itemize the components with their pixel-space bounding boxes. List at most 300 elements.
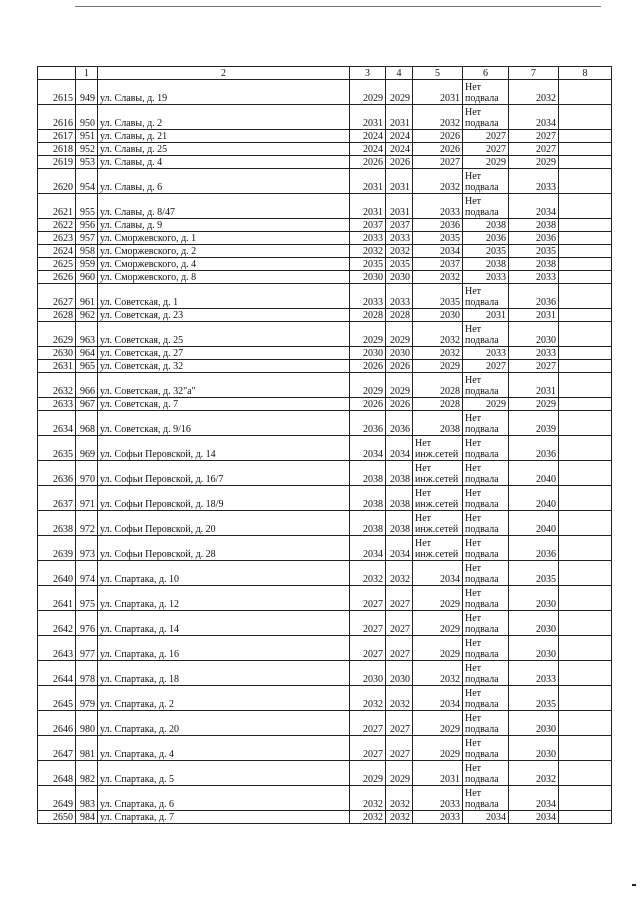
col6-cell-line1: Нет [465,763,482,774]
col3-cell: 2024 [350,130,386,143]
address-cell: ул. Советская, д. 1 [98,284,350,309]
col8-cell [559,245,612,258]
row-number-cell: 2647 [38,736,76,761]
col4-cell: 2027 [386,636,413,661]
house-id-cell: 983 [76,786,98,811]
col5-cell: 2034 [413,245,463,258]
col7-cell: 2030 [509,636,559,661]
house-id-cell: 959 [76,258,98,271]
col4-cell: 2034 [386,436,413,461]
house-id-cell: 969 [76,436,98,461]
col8-cell [559,80,612,105]
address-cell: ул. Советская, д. 32"а" [98,373,350,398]
address-cell: ул. Спартака, д. 7 [98,811,350,824]
house-id-cell: 978 [76,661,98,686]
house-id-cell: 984 [76,811,98,824]
col4-cell: 2030 [386,271,413,284]
col6-cell-line1: Нет [465,463,482,474]
address-cell: ул. Славы, д. 9 [98,219,350,232]
table-row [38,461,612,486]
col6-cell: 2034 [463,811,509,824]
col5-cell: 2038 [413,411,463,436]
house-id-cell: 968 [76,411,98,436]
col4-cell: 2032 [386,811,413,824]
col5-cell: 2030 [413,309,463,322]
col6-cell-line2: подвала [465,207,499,218]
col8-cell [559,322,612,347]
col7-cell: 2034 [509,811,559,824]
table-row [38,611,612,636]
table-row [38,811,612,824]
col6-cell: 2031 [463,309,509,322]
col6-cell-line2: подвала [465,524,499,535]
table-row [38,411,612,436]
table-row [38,398,612,411]
col6-cell-line2: подвала [465,335,499,346]
col5-cell: 2033 [413,811,463,824]
row-number-cell: 2631 [38,360,76,373]
col7-cell: 2034 [509,194,559,219]
col8-cell [559,761,612,786]
table-row [38,322,612,347]
col7-cell: 2034 [509,786,559,811]
address-cell: ул. Спартака, д. 20 [98,711,350,736]
header-cell: 7 [509,67,559,80]
col3-cell: 2035 [350,258,386,271]
col7-cell: 2040 [509,511,559,536]
col6-cell-line1: Нет [465,413,482,424]
house-id-cell: 961 [76,284,98,309]
col7-cell: 2033 [509,271,559,284]
col8-cell [559,811,612,824]
col5-cell: 2034 [413,561,463,586]
col8-cell [559,661,612,686]
table-row [38,232,612,245]
address-cell: ул. Славы, д. 25 [98,143,350,156]
col3-cell: 2028 [350,309,386,322]
col4-cell: 2038 [386,511,413,536]
table-row [38,245,612,258]
table-row [38,436,612,461]
table-row [38,561,612,586]
house-id-cell: 981 [76,736,98,761]
col6-cell: 2027 [463,130,509,143]
col4-cell: 2036 [386,411,413,436]
row-number-cell: 2641 [38,586,76,611]
col5-cell: 2032 [413,661,463,686]
col5-cell: 2032 [413,271,463,284]
col7-cell: 2030 [509,586,559,611]
address-cell: ул. Спартака, д. 6 [98,786,350,811]
address-cell: ул. Софьи Перовской, д. 16/7 [98,461,350,486]
header-cell: 4 [386,67,413,80]
address-cell: ул. Спартака, д. 4 [98,736,350,761]
col6-cell [463,411,509,436]
col3-cell: 2026 [350,156,386,169]
col3-cell: 2027 [350,711,386,736]
col6-cell-line1: Нет [465,538,482,549]
col6-cell [463,786,509,811]
col6-cell-line1: Нет [465,663,482,674]
house-id-cell: 955 [76,194,98,219]
header-cell: 2 [98,67,350,80]
col6-cell-line2: подвала [465,449,499,460]
row-number-cell: 2629 [38,322,76,347]
table-row [38,194,612,219]
col3-cell: 2036 [350,411,386,436]
col8-cell [559,219,612,232]
row-number-cell: 2645 [38,686,76,711]
col6-cell [463,436,509,461]
row-number-cell: 2625 [38,258,76,271]
col6-cell-line1: Нет [465,375,482,386]
col6-cell [463,80,509,105]
row-number-cell: 2620 [38,169,76,194]
col5-cell: 2037 [413,258,463,271]
col3-cell: 2032 [350,811,386,824]
col6-cell-line1: Нет [465,638,482,649]
col6-cell [463,322,509,347]
address-cell: ул. Спартака, д. 10 [98,561,350,586]
row-number-cell: 2632 [38,373,76,398]
address-cell: ул. Советская, д. 7 [98,398,350,411]
col5-cell: 2032 [413,322,463,347]
col6-cell [463,761,509,786]
address-cell: ул. Софьи Перовской, д. 28 [98,536,350,561]
col8-cell [559,586,612,611]
col8-cell [559,461,612,486]
col3-cell: 2032 [350,561,386,586]
col6-cell [463,105,509,130]
row-number-cell: 2640 [38,561,76,586]
col8-cell [559,686,612,711]
address-cell: ул. Славы, д. 2 [98,105,350,130]
col5-cell: 2027 [413,156,463,169]
col8-cell [559,561,612,586]
col6-cell-line2: подвала [465,699,499,710]
house-id-cell: 977 [76,636,98,661]
row-number-cell: 2622 [38,219,76,232]
address-cell: ул. Спартака, д. 18 [98,661,350,686]
row-number-cell: 2617 [38,130,76,143]
table-row [38,156,612,169]
col3-cell: 2038 [350,486,386,511]
col4-cell: 2033 [386,284,413,309]
col6-cell-line1: Нет [465,171,482,182]
col8-cell [559,143,612,156]
col4-cell: 2038 [386,486,413,511]
col6-cell [463,661,509,686]
col6-cell-line2: подвала [465,799,499,810]
col8-cell [559,156,612,169]
col5-cell: 2029 [413,736,463,761]
house-id-cell: 956 [76,219,98,232]
col4-cell: 2027 [386,611,413,636]
table-row [38,736,612,761]
col8-cell [559,130,612,143]
address-cell: ул. Софьи Перовской, д. 14 [98,436,350,461]
col8-cell [559,511,612,536]
col6-cell [463,486,509,511]
col4-cell: 2032 [386,245,413,258]
col7-cell: 2027 [509,360,559,373]
col3-cell: 2038 [350,511,386,536]
col6-cell [463,169,509,194]
house-id-cell: 965 [76,360,98,373]
col6-cell-line1: Нет [465,713,482,724]
address-cell: ул. Советская, д. 23 [98,309,350,322]
address-cell: ул. Славы, д. 6 [98,169,350,194]
house-id-cell: 958 [76,245,98,258]
col3-cell: 2032 [350,786,386,811]
col7-cell: 2033 [509,661,559,686]
house-id-cell: 980 [76,711,98,736]
col6-cell-line2: подвала [465,386,499,397]
table-row [38,511,612,536]
address-cell: ул. Советская, д. 25 [98,322,350,347]
col5-cell: 2033 [413,786,463,811]
table-row [38,309,612,322]
col6-cell: 2033 [463,271,509,284]
house-id-cell: 952 [76,143,98,156]
col5-cell: 2032 [413,347,463,360]
col6-cell-line2: подвала [465,424,499,435]
col5-cell-line1: Нет [415,438,432,449]
col6-cell-line1: Нет [465,788,482,799]
row-number-cell: 2638 [38,511,76,536]
col3-cell: 2031 [350,105,386,130]
col3-cell: 2027 [350,736,386,761]
table-row [38,373,612,398]
col5-cell [413,461,463,486]
col4-cell: 2033 [386,232,413,245]
row-number-cell: 2618 [38,143,76,156]
col7-cell: 2032 [509,80,559,105]
col8-cell [559,284,612,309]
col3-cell: 2029 [350,761,386,786]
table-header-row [38,67,612,80]
col6-cell-line2: подвала [465,297,499,308]
col3-cell: 2034 [350,536,386,561]
col6-cell-line2: подвала [465,93,499,104]
col6-cell-line1: Нет [465,688,482,699]
header-cell: 5 [413,67,463,80]
col5-cell [413,511,463,536]
col5-cell [413,536,463,561]
row-number-cell: 2642 [38,611,76,636]
address-cell: ул. Спартака, д. 5 [98,761,350,786]
table-row [38,219,612,232]
table-row [38,143,612,156]
col6-cell [463,373,509,398]
col6-cell [463,284,509,309]
col7-cell: 2031 [509,309,559,322]
col6-cell-line2: подвала [465,624,499,635]
row-number-cell: 2648 [38,761,76,786]
col3-cell: 2038 [350,461,386,486]
col4-cell: 2027 [386,586,413,611]
col3-cell: 2027 [350,636,386,661]
col3-cell: 2030 [350,271,386,284]
address-cell: ул. Советская, д. 32 [98,360,350,373]
col8-cell [559,536,612,561]
row-number-cell: 2621 [38,194,76,219]
col3-cell: 2032 [350,686,386,711]
house-id-cell: 960 [76,271,98,284]
house-id-cell: 972 [76,511,98,536]
row-number-cell: 2643 [38,636,76,661]
row-number-cell: 2624 [38,245,76,258]
col8-cell [559,360,612,373]
address-cell: ул. Спартака, д. 14 [98,611,350,636]
table-row [38,360,612,373]
col6-cell [463,461,509,486]
col5-cell [413,436,463,461]
row-number-cell: 2636 [38,461,76,486]
col3-cell: 2030 [350,347,386,360]
col8-cell [559,373,612,398]
header-cell: 6 [463,67,509,80]
house-id-cell: 982 [76,761,98,786]
col4-cell: 2027 [386,736,413,761]
house-id-cell: 962 [76,309,98,322]
table-row [38,711,612,736]
row-number-cell: 2649 [38,786,76,811]
col4-cell: 2029 [386,322,413,347]
col4-cell: 2026 [386,156,413,169]
col7-cell: 2036 [509,436,559,461]
col7-cell: 2039 [509,411,559,436]
col6-cell-line2: подвала [465,749,499,760]
house-id-cell: 979 [76,686,98,711]
table-row [38,786,612,811]
col4-cell: 2031 [386,169,413,194]
col8-cell [559,736,612,761]
col6-cell [463,586,509,611]
col8-cell [559,611,612,636]
col4-cell: 2035 [386,258,413,271]
col6-cell: 2035 [463,245,509,258]
col7-cell: 2033 [509,169,559,194]
col6-cell-line2: подвала [465,118,499,129]
col4-cell: 2030 [386,347,413,360]
col6-cell-line1: Нет [465,613,482,624]
col4-cell: 2031 [386,194,413,219]
col7-cell: 2036 [509,232,559,245]
house-id-cell: 963 [76,322,98,347]
col3-cell: 2027 [350,586,386,611]
col8-cell [559,271,612,284]
col8-cell [559,786,612,811]
row-number-cell: 2619 [38,156,76,169]
col6-cell-line1: Нет [465,107,482,118]
address-cell: ул. Сморжевского, д. 8 [98,271,350,284]
address-cell: ул. Славы, д. 19 [98,80,350,105]
table-body [38,80,612,824]
house-id-cell: 964 [76,347,98,360]
col7-cell: 2035 [509,561,559,586]
address-cell: ул. Советская, д. 27 [98,347,350,360]
col6-cell-line1: Нет [465,513,482,524]
col4-cell: 2024 [386,130,413,143]
col8-cell [559,486,612,511]
table-row [38,586,612,611]
col6-cell [463,611,509,636]
table-row [38,761,612,786]
col3-cell: 2026 [350,398,386,411]
row-number-cell: 2627 [38,284,76,309]
col6-cell-line2: подвала [465,474,499,485]
house-id-cell: 967 [76,398,98,411]
col6-cell: 2027 [463,143,509,156]
col7-cell: 2040 [509,486,559,511]
col3-cell: 2029 [350,373,386,398]
col5-cell-line1: Нет [415,463,432,474]
table-row [38,271,612,284]
col6-cell [463,711,509,736]
col5-cell-line1: Нет [415,488,432,499]
col6-cell: 2029 [463,398,509,411]
house-id-cell: 973 [76,536,98,561]
col6-cell-line1: Нет [465,438,482,449]
table-row [38,169,612,194]
house-id-cell: 966 [76,373,98,398]
col6-cell-line2: подвала [465,549,499,560]
table-row [38,486,612,511]
col7-cell: 2040 [509,461,559,486]
col3-cell: 2026 [350,360,386,373]
table-row [38,536,612,561]
col6-cell: 2027 [463,360,509,373]
col4-cell: 2026 [386,398,413,411]
col4-cell: 2034 [386,536,413,561]
row-number-cell: 2633 [38,398,76,411]
col8-cell [559,169,612,194]
col8-cell [559,436,612,461]
register-table [37,66,612,824]
col4-cell: 2032 [386,686,413,711]
col6-cell-line1: Нет [465,324,482,335]
col3-cell: 2029 [350,80,386,105]
col3-cell: 2031 [350,194,386,219]
col7-cell: 2030 [509,611,559,636]
col5-cell: 2028 [413,373,463,398]
col7-cell: 2027 [509,143,559,156]
col8-cell [559,711,612,736]
row-number-cell: 2644 [38,661,76,686]
table-row [38,636,612,661]
col3-cell: 2034 [350,436,386,461]
row-number-cell: 2616 [38,105,76,130]
header-cell [38,67,76,80]
address-cell: ул. Советская, д. 9/16 [98,411,350,436]
col6-cell-line1: Нет [465,488,482,499]
row-number-cell: 2650 [38,811,76,824]
table-row [38,284,612,309]
col5-cell: 2029 [413,711,463,736]
house-id-cell: 957 [76,232,98,245]
col7-cell: 2029 [509,156,559,169]
col5-cell: 2035 [413,232,463,245]
col6-cell [463,636,509,661]
col3-cell: 2033 [350,232,386,245]
col4-cell: 2024 [386,143,413,156]
col4-cell: 2027 [386,711,413,736]
col8-cell [559,636,612,661]
address-cell: ул. Славы, д. 4 [98,156,350,169]
table-row [38,130,612,143]
col6-cell-line2: подвала [465,674,499,685]
